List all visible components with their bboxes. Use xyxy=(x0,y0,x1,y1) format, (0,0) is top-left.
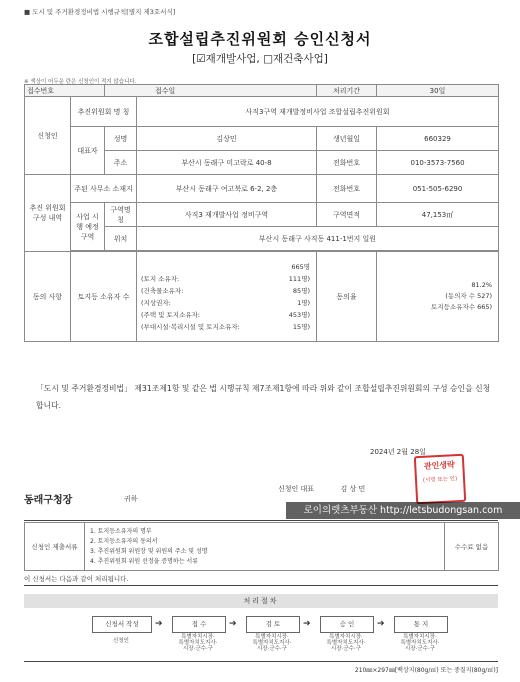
declaration-text: 「도시 및 주거환경정비법」 제31조제1항 및 같은 법 시행규칙 제7조제1항에 따라 위와 같이 조합설립추진위원회의 구성 승인을 신청합니다. xyxy=(36,384,491,410)
official-seal-stamp xyxy=(414,454,466,505)
fee-cell: 수수료 없음 xyxy=(445,523,499,571)
consent-rate-label: 동의율 xyxy=(317,252,377,342)
application-table xyxy=(24,84,499,342)
process-step: 승 인 xyxy=(320,616,374,633)
attachments-table xyxy=(24,522,499,571)
committee-section-label: 추진 위원회 구성 내역 xyxy=(25,175,71,252)
owners-count-cell xyxy=(137,252,317,342)
arrow-right-icon: ➔ xyxy=(155,619,163,629)
consent-rate-value: 81.2% xyxy=(471,281,493,289)
office-address-value: 부산시 동래구 여고북로 6-2, 2층 xyxy=(137,175,317,203)
shaded-field-note: ※ 색상이 어두운 란은 신청인이 적지 않습니다. xyxy=(24,79,137,85)
applicant-signature xyxy=(278,484,365,494)
form-title: 조합설립추진위원회 승인신청서 xyxy=(148,30,372,48)
consent-total: 토지등소유자수 665) xyxy=(431,303,493,311)
owner-type-label: (지상권자: xyxy=(141,298,171,307)
paper-specification: 210㎜×297㎜[백상지(80g/㎡) 또는 중질지(80g/㎡)] xyxy=(354,667,498,674)
process-step: 통 지 xyxy=(394,616,448,633)
process-actor: 특별자치시장· 특별자치도지사· 시장·군수·구 xyxy=(400,634,440,652)
attachment-item: 1. 토지등소유자의 명부 xyxy=(90,527,152,535)
office-address-label: 주된 사무소 소재지 xyxy=(71,175,137,203)
process-actor: 특별자치시장· 특별자치도지사· 시장·군수·구 xyxy=(178,634,218,652)
receipt-number-label: 접수번호 xyxy=(25,85,105,97)
process-actor: 특별자치시장· 특별자치도지사· 시장·군수·구 xyxy=(326,634,366,652)
recipient-name: 동래구청장 xyxy=(24,495,73,506)
seal-text: 관인생략 xyxy=(423,460,455,471)
owner-type-label: (부대시설·복리시설 및 토지소유자: xyxy=(141,322,240,331)
owner-type-count: 1명) xyxy=(297,298,311,307)
section-divider xyxy=(24,661,498,662)
zone-size-value: 47,153㎡ xyxy=(377,203,499,227)
attachment-item: 4. 추진위원회 위원 선정을 증명하는 서류 xyxy=(90,557,198,565)
name-value: 김상민 xyxy=(137,127,317,151)
arrow-right-icon: ➔ xyxy=(229,619,237,629)
name-label: 성명 xyxy=(105,127,137,151)
phone-label: 전화번호 xyxy=(317,151,377,175)
owners-total: 665명 xyxy=(291,262,311,271)
process-step: 검 토 xyxy=(246,616,300,633)
process-title: 처리절차 xyxy=(24,594,498,608)
office-phone-label: 전화번호 xyxy=(317,175,377,203)
birth-label: 생년월일 xyxy=(317,127,377,151)
process-step: 접 수 xyxy=(172,616,226,633)
applicant-label: 신청인 xyxy=(25,97,71,175)
owner-type-label: (토지 소유자: xyxy=(141,274,180,283)
committee-name-value: 사직3구역 재개발정비사업 조합설립추진위원회 xyxy=(137,97,499,127)
location-label: 위치 xyxy=(105,227,137,251)
process-actor: 특별자치시장· 특별자치도지사· 시장·군수·구 xyxy=(252,634,292,652)
consent-section-label: 동의 사항 xyxy=(25,252,71,342)
processing-note: 이 신청서는 다음과 같이 처리됩니다. xyxy=(24,575,129,583)
owner-type-label: (건축물소유자: xyxy=(141,286,184,295)
owners-label: 토지등 소유자 수 xyxy=(71,252,137,342)
zone-value: 사직3 재개발사업 정비구역 xyxy=(137,203,317,227)
attachments-label: 신청인 제출서류 xyxy=(25,523,85,571)
applicant-role: 신청인 대표 xyxy=(278,485,315,493)
arrow-right-icon: ➔ xyxy=(303,619,311,629)
office-phone-value: 051-505-6290 xyxy=(377,175,499,203)
owner-type-count: 111명) xyxy=(288,274,311,283)
birth-value: 660329 xyxy=(377,127,499,151)
consent-count: (동의자 수 527) xyxy=(445,292,493,300)
application-date: 2024년 2월 28일 xyxy=(370,448,426,456)
site-watermark: 로이의렛츠부동산 http://letsbudongsan.com xyxy=(286,502,520,519)
section-divider xyxy=(24,520,498,521)
location-value: 부산시 동래구 사직동 411-1번지 일원 xyxy=(137,227,499,251)
owner-type-label: (주택 및 토지소유자: xyxy=(141,310,201,319)
zone-size-label: 구역면적 xyxy=(317,203,377,227)
process-step: 신청서 작성 xyxy=(92,616,152,633)
address-value: 부산시 동래구 미고락로 40-8 xyxy=(137,151,317,175)
applicant-name: 김 상 민 xyxy=(340,485,366,493)
arrow-right-icon: ➔ xyxy=(377,619,385,629)
process-actor: 신청인 xyxy=(113,638,129,644)
zone-label: 구역명칭 xyxy=(105,203,137,227)
attachments-list xyxy=(85,523,445,571)
attachment-item: 2. 토지등소유자의 동의서 xyxy=(90,537,158,545)
seal-subtext: (서명 또는 인) xyxy=(422,476,458,484)
section-divider xyxy=(24,585,498,586)
committee-name-label: 추진위원회 명 칭 xyxy=(71,97,137,127)
representative-label: 대표자 xyxy=(71,127,105,175)
address-label: 주소 xyxy=(105,151,137,175)
owner-type-count: 453명) xyxy=(288,310,311,319)
law-reference: ■ 도시 및 주거환경정비법 시행규칙[별지 제3호서식] xyxy=(24,8,176,16)
processing-period-label: 처리기간 xyxy=(317,85,377,97)
attachment-item: 3. 추진위원회 위원장 및 위원의 주소 및 성명 xyxy=(90,547,208,555)
owner-type-count: 15명) xyxy=(292,322,311,331)
project-type: [☑재개발사업, □재건축사업] xyxy=(192,53,328,65)
consent-rate-cell xyxy=(377,252,499,342)
recipient-honorific: 귀하 xyxy=(124,495,138,503)
phone-value: 010-3573-7560 xyxy=(377,151,499,175)
owner-type-count: 85명) xyxy=(292,286,311,295)
project-area-label: 사업 시행 예정 구역 xyxy=(71,203,105,251)
processing-period-value: 30일 xyxy=(377,85,499,97)
receipt-date-label: 접수일 xyxy=(105,85,317,97)
